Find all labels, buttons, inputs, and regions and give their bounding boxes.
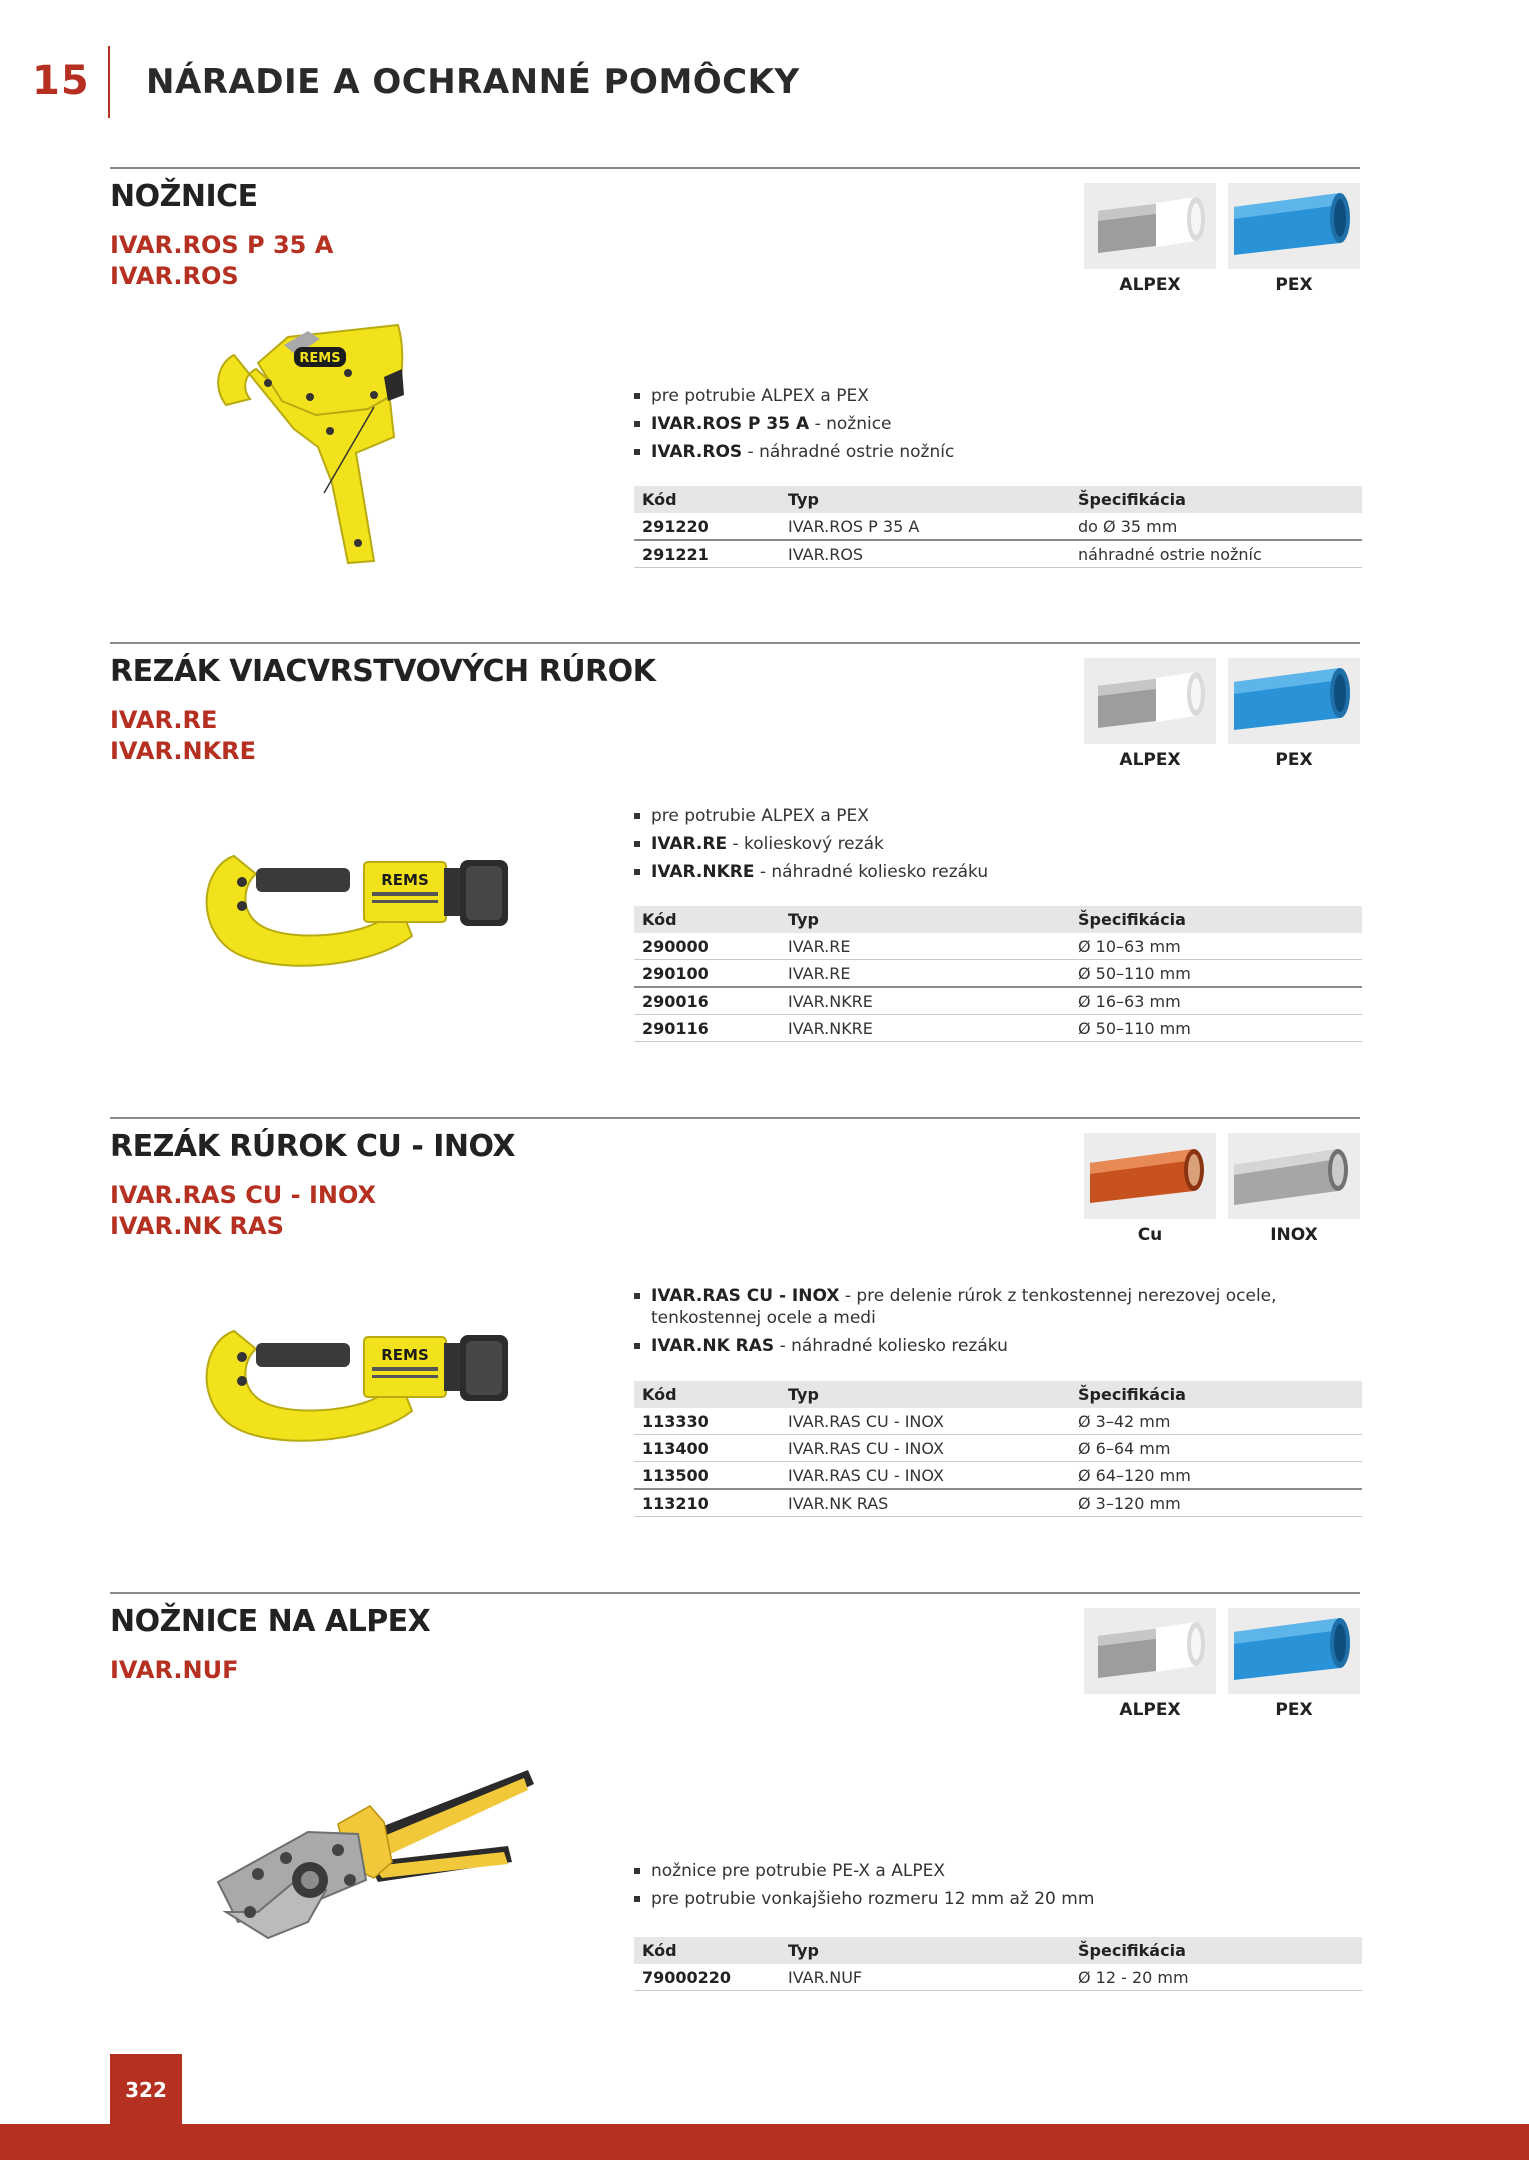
- material-alpex: [1084, 1608, 1216, 1720]
- table-header: Kód Typ Špecifikácia: [634, 906, 1362, 933]
- material-label: PEX: [1275, 750, 1313, 770]
- table-row: 291220 IVAR.ROS P 35 A do Ø 35 mm: [634, 513, 1362, 541]
- material-cu: [1084, 1133, 1216, 1245]
- product-table: [634, 486, 1362, 568]
- pipe-cutter-image: [198, 1313, 538, 1463]
- feature-item: nožnice pre potrubie PE-X a ALPEX: [632, 1860, 1332, 1882]
- material-label: ALPEX: [1119, 1700, 1181, 1720]
- pex-pipe-icon: [1228, 1608, 1360, 1694]
- rems-logo: REMS: [381, 1346, 429, 1364]
- chapter-title: NÁRADIE A OCHRANNÉ POMÔCKY: [146, 62, 800, 102]
- alpex-shears-image: [198, 1762, 558, 1962]
- material-label: Cu: [1137, 1225, 1163, 1245]
- table-row: 290000 IVAR.RE Ø 10–63 mm: [634, 933, 1362, 960]
- feature-item: pre potrubie ALPEX a PEX: [632, 805, 1332, 827]
- material-alpex: [1084, 658, 1216, 770]
- feature-list: [632, 385, 1332, 469]
- product-code-1: IVAR.NUF: [110, 1656, 239, 1684]
- section-title: NOŽNICE NA ALPEX: [110, 1604, 431, 1639]
- product-table: [634, 1937, 1362, 1991]
- chapter-number: 15: [32, 58, 90, 104]
- product-table: [634, 906, 1362, 1042]
- product-code-2: IVAR.NKRE: [110, 737, 257, 765]
- material-label: PEX: [1275, 1700, 1313, 1720]
- pipe-shears-image: [198, 297, 518, 567]
- table-header: Kód Typ Špecifikácia: [634, 486, 1362, 513]
- feature-item: pre potrubie ALPEX a PEX: [632, 385, 1332, 407]
- table-row: 79000220 IVAR.NUF Ø 12 - 20 mm: [634, 1964, 1362, 1991]
- table-row: 291221 IVAR.ROS náhradné ostrie nožníc: [634, 541, 1362, 568]
- alpex-pipe-icon: [1084, 1608, 1216, 1694]
- section-divider: [110, 1117, 1360, 1119]
- section-title: NOŽNICE: [110, 179, 258, 214]
- section-title: REZÁK RÚROK CU - INOX: [110, 1129, 516, 1164]
- footer-bar: [0, 2124, 1529, 2160]
- feature-item: IVAR.NKRE - náhradné koliesko rezáku: [632, 861, 1332, 883]
- rems-logo: REMS: [299, 351, 341, 366]
- feature-item: IVAR.NK RAS - náhradné koliesko rezáku: [632, 1335, 1332, 1357]
- table-header: Kód Typ Špecifikácia: [634, 1381, 1362, 1408]
- alpex-pipe-icon: [1084, 658, 1216, 744]
- material-label: ALPEX: [1119, 750, 1181, 770]
- inox-pipe-icon: [1228, 1133, 1360, 1219]
- table-row: 290116 IVAR.NKRE Ø 50–110 mm: [634, 1015, 1362, 1042]
- table-header: Kód Typ Špecifikácia: [634, 1937, 1362, 1964]
- material-pex: [1228, 183, 1360, 295]
- feature-item: pre potrubie vonkajšieho rozmeru 12 mm až 20 mm: [632, 1888, 1332, 1910]
- material-inox: [1228, 1133, 1360, 1245]
- page-number: 322: [110, 2054, 182, 2126]
- table-row: 290100 IVAR.RE Ø 50–110 mm: [634, 960, 1362, 988]
- section-divider: [110, 642, 1360, 644]
- material-pex: [1228, 658, 1360, 770]
- material-label: ALPEX: [1119, 275, 1181, 295]
- material-label: INOX: [1270, 1225, 1318, 1245]
- pipe-cutter-image: [198, 838, 538, 988]
- section-title: REZÁK VIACVRSTVOVÝCH RÚROK: [110, 654, 656, 689]
- feature-list: [632, 1860, 1332, 1916]
- pex-pipe-icon: [1228, 183, 1360, 269]
- copper-pipe-icon: [1084, 1133, 1216, 1219]
- feature-list: [632, 805, 1332, 889]
- table-row: 113210 IVAR.NK RAS Ø 3–120 mm: [634, 1490, 1362, 1517]
- material-pex: [1228, 1608, 1360, 1720]
- section-alpex-shears: [110, 1592, 1360, 2032]
- material-label: PEX: [1275, 275, 1313, 295]
- rems-logo: REMS: [381, 871, 429, 889]
- feature-item: IVAR.RE - kolieskový rezák: [632, 833, 1332, 855]
- product-code-1: IVAR.ROS P 35 A: [110, 231, 334, 259]
- product-table: [634, 1381, 1362, 1517]
- feature-list: [632, 1285, 1332, 1363]
- feature-item: IVAR.ROS P 35 A - nožnice: [632, 413, 1332, 435]
- section-cu-inox-cutter: [110, 1117, 1360, 1557]
- feature-item: IVAR.RAS CU - INOX - pre delenie rúrok z tenkostennej nerezovej ocele, tenkostennej ocele a medi: [632, 1285, 1332, 1329]
- table-row: 113500 IVAR.RAS CU - INOX Ø 64–120 mm: [634, 1462, 1362, 1490]
- product-code-2: IVAR.ROS: [110, 262, 239, 290]
- section-multilayer-cutter: [110, 642, 1360, 1082]
- product-code-1: IVAR.RE: [110, 706, 218, 734]
- feature-item: IVAR.ROS - náhradné ostrie nožníc: [632, 441, 1332, 463]
- table-row: 113400 IVAR.RAS CU - INOX Ø 6–64 mm: [634, 1435, 1362, 1462]
- table-row: 290016 IVAR.NKRE Ø 16–63 mm: [634, 988, 1362, 1015]
- pex-pipe-icon: [1228, 658, 1360, 744]
- chapter-divider: [108, 46, 110, 118]
- material-alpex: [1084, 183, 1216, 295]
- alpex-pipe-icon: [1084, 183, 1216, 269]
- product-code-1: IVAR.RAS CU - INOX: [110, 1181, 377, 1209]
- section-divider: [110, 1592, 1360, 1594]
- section-noznice: [110, 167, 1360, 607]
- section-divider: [110, 167, 1360, 169]
- table-row: 113330 IVAR.RAS CU - INOX Ø 3–42 mm: [634, 1408, 1362, 1435]
- product-code-2: IVAR.NK RAS: [110, 1212, 284, 1240]
